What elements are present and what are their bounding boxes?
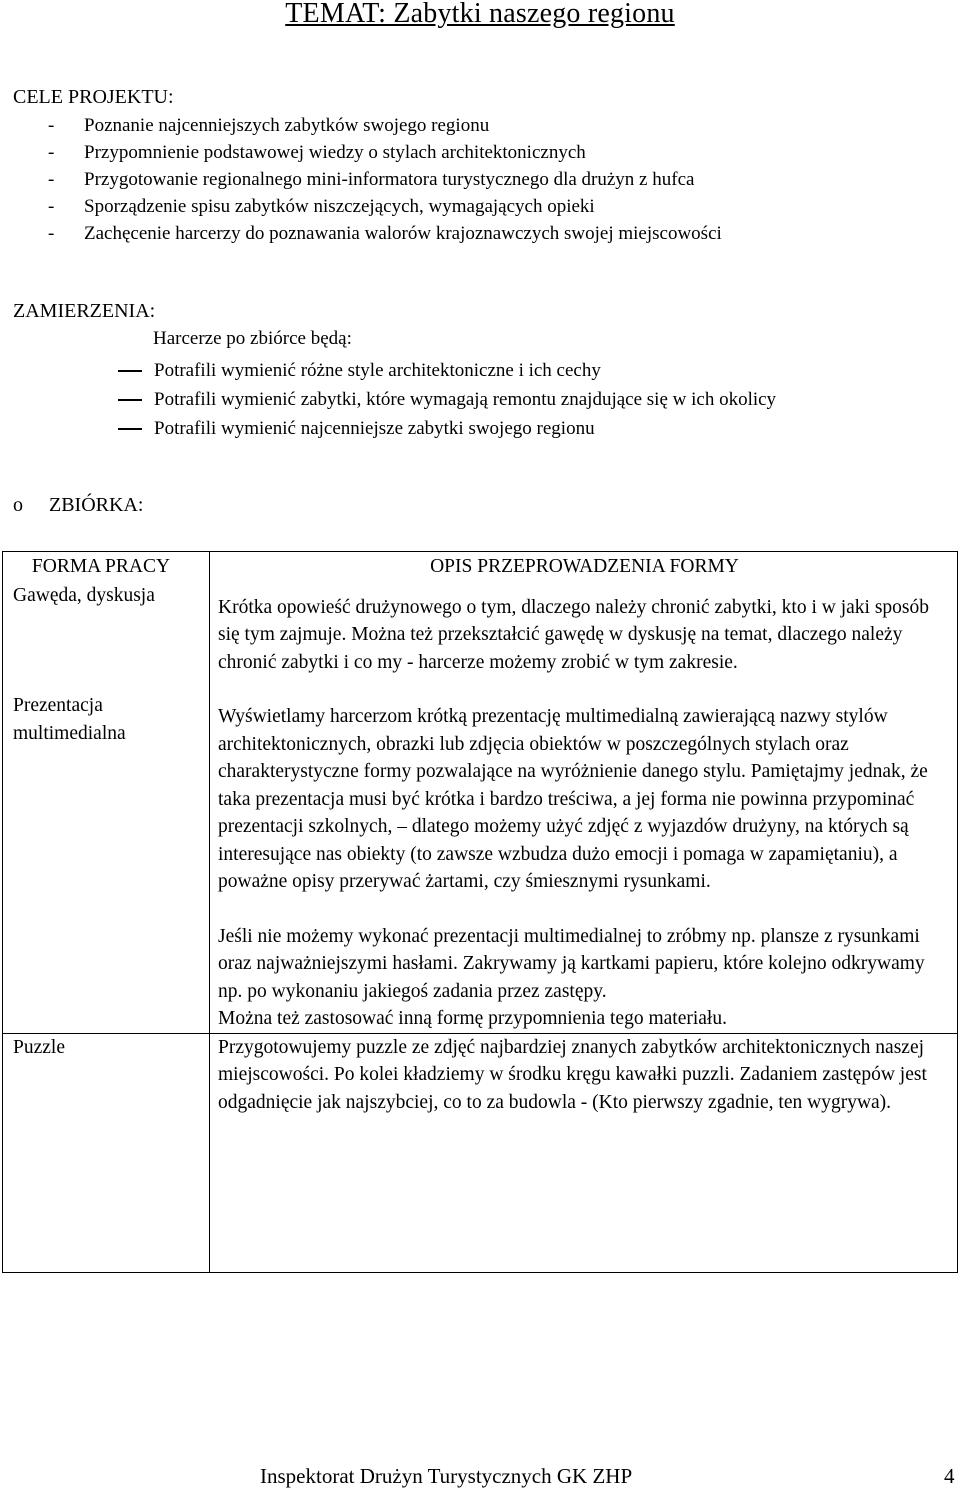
list-item: - Zachęcenie harcerzy do poznawania walorów krajoznawczych swojej miejscowości: [48, 223, 722, 244]
list-item: Potrafili wymienić najcenniejsze zabytki swojego regionu: [118, 414, 776, 443]
dash-bullet-icon: [118, 370, 142, 372]
desc-cell: [210, 1033, 958, 1273]
circle-bullet-icon: o: [13, 494, 23, 516]
desc-cell: [210, 552, 958, 1034]
cele-list: [48, 112, 722, 247]
form-puzzle: Puzzle: [13, 1036, 65, 1058]
dash-bullet-icon: [118, 399, 142, 401]
desc-prezentacja: Wyświetlamy harcerzom krótką prezentację multimedialną zawierającą nazwy stylów architektonicznych, obrazki lub zdjęcia obiektów w poszczególnych stylach oraz charakterystyczne formy pozwalające na wyróżnienie danego stylu. Pamiętajmy jednak, że taka prezentacja musi być krótka i bardzo treściwa, a jej forma nie powinna przypominać prezentacji szkolnych, – dlatego możemy użyć zdjęć z wyjazdów drużyny, na których są interesujące nas obiekty (to zawsze wzbudza dużo emocji i pomaga w zapamiętaniu), a poważne opisy przerywać żartami, czy śmiesznymi rysunkami.: [218, 706, 928, 892]
page-title: TEMAT: Zabytki naszego regionu: [285, 0, 675, 29]
table-row: [3, 552, 958, 1034]
footer-text: Inspektorat Drużyn Turystycznych GK ZHP: [260, 1464, 633, 1488]
zbiorka-heading: o ZBIÓRKA:: [13, 494, 144, 516]
col-header-opis: OPIS PRZEPROWADZENIA FORMY: [430, 556, 739, 577]
zamierzenia-intro: Harcerze po zbiórce będą:: [153, 328, 352, 349]
list-item: Potrafili wymienić różne style architektoniczne i ich cechy: [118, 356, 776, 385]
form-prezentacja: Prezentacja multimedialna: [13, 695, 126, 744]
forms-cell: [3, 552, 210, 1034]
form-gaweda: Gawęda, dyskusja: [13, 584, 155, 606]
col-header-forma: FORMA PRACY: [31, 556, 171, 577]
table-row: [3, 1033, 958, 1273]
page-number: 4: [944, 1464, 955, 1488]
list-item: Potrafili wymienić zabytki, które wymagają remontu znajdujące się w ich okolicy: [118, 385, 776, 414]
cele-heading: CELE PROJEKTU:: [13, 86, 174, 108]
desc-puzzle: Przygotowujemy puzzle ze zdjęć najbardziej znanych zabytków architektonicznych naszej miejscowości. Po kolei kładziemy w środku kręgu kawałki puzzli. Zadaniem zastępów jest odgadnięcie jak najszybciej, co to za budowla - (Kto pierwszy zgadnie, ten wygrywa).: [218, 1036, 927, 1113]
desc-prezentacja-alt: Jeśli nie możemy wykonać prezentacji multimedialnej to zróbmy np. plansze z rysunkami oraz najważniejszymi hasłami. Zakrywamy ją kartkami papieru, które kolejno odkrywamy np. po wykonaniu jakiegoś zadania przez zastępy.: [218, 925, 925, 1002]
desc-gaweda: Krótka opowieść drużynowego o tym, dlaczego należy chronić zabytki, kto i w jaki sposób się tym zajmuje. Można też przekształcić gawędę w dyskusję na temat, dlaczego należy chronić zabytki i co my - harcerze możemy zrobić w tym zakresie.: [218, 596, 930, 673]
forms-cell: [3, 1033, 210, 1273]
zamierzenia-heading: ZAMIERZENIA:: [13, 300, 156, 322]
list-item: - Poznanie najcenniejszych zabytków swojego regionu: [48, 115, 490, 136]
desc-prezentacja-note: Można też zastosować inną formę przypomnienia tego materiału.: [218, 1008, 727, 1029]
zamierzenia-list: [118, 356, 776, 443]
list-item: - Sporządzenie spisu zabytków niszczejących, wymagających opieki: [48, 196, 595, 217]
forms-table: [2, 551, 958, 1273]
list-item: - Przygotowanie regionalnego mini-informatora turystycznego dla drużyn z hufca: [48, 169, 695, 190]
list-item: - Przypomnienie podstawowej wiedzy o stylach architektonicznych: [48, 142, 586, 163]
dash-bullet-icon: [118, 428, 142, 430]
